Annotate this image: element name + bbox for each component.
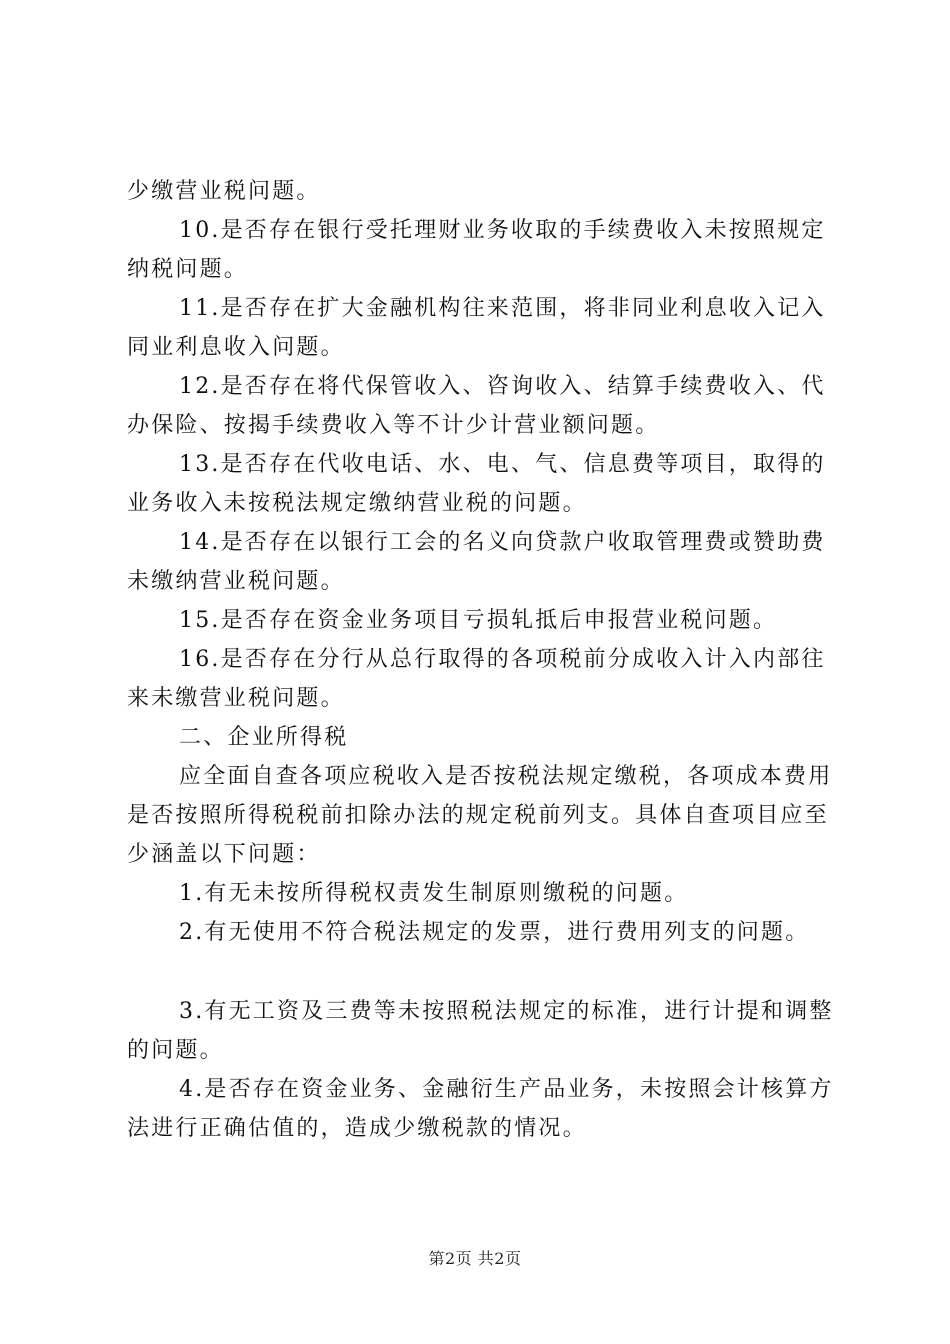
paragraph-item-15: 15.是否存在资金业务项目亏损轧抵后申报营业税问题。 bbox=[179, 608, 778, 633]
paragraph-item-3: 3.有无工资及三费等未按照税法规定的标准，进行计提和调整的问题。 bbox=[127, 999, 834, 1063]
paragraph-item-4: 4.是否存在资金业务、金融衍生产品业务，未按照会计核算方法进行正确估值的，造成少缴税款的情况。 bbox=[127, 1077, 834, 1141]
paragraph-item-10: 10.是否存在银行受托理财业务收取的手续费收入未按照规定纳税问题。 bbox=[127, 218, 826, 282]
paragraph-item-11: 11.是否存在扩大金融机构往来范围，将非同业利息收入记入同业利息收入问题。 bbox=[127, 296, 826, 360]
document-body bbox=[127, 172, 837, 1148]
paragraph-section-intro: 应全面自查各项应税收入是否按税法规定缴税，各项成本费用是否按照所得税税前扣除办法的规定税前列支。具体自查项目应至少涵盖以下问题： bbox=[127, 764, 833, 867]
paragraph-item-12: 12.是否存在将代保管收入、咨询收入、结算手续费收入、代办保险、按揭手续费收入等不计少计营业额问题。 bbox=[127, 374, 826, 438]
paragraph-continuation: 少缴营业税问题。 bbox=[127, 179, 321, 204]
blank-line bbox=[127, 952, 837, 992]
paragraph-item-13: 13.是否存在代收电话、水、电、气、信息费等项目，取得的业务收入未按税法规定缴纳营业税的问题。 bbox=[127, 452, 826, 516]
paragraph-item-14: 14.是否存在以银行工会的名义向贷款户收取管理费或赞助费未缴纳营业税问题。 bbox=[127, 530, 826, 594]
section-heading-enterprise-income-tax: 二、企业所得税 bbox=[179, 725, 349, 750]
paragraph-item-1: 1.有无未按所得税权责发生制原则缴税的问题。 bbox=[179, 881, 689, 906]
paragraph-item-2: 2.有无使用不符合税法规定的发票，进行费用列支的问题。 bbox=[179, 920, 810, 945]
paragraph-item-16: 16.是否存在分行从总行取得的各项税前分成收入计入内部往来未缴营业税问题。 bbox=[127, 647, 826, 711]
page-number-footer: 第2页 共2页 bbox=[428, 1249, 522, 1268]
